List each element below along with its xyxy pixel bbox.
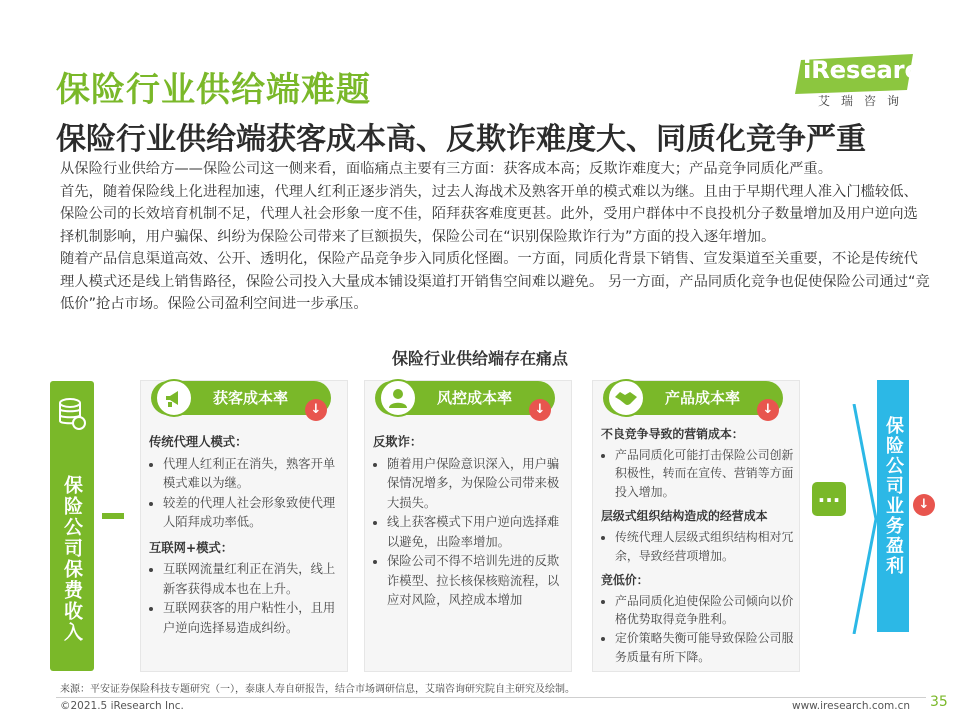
group-heading: 层级式组织结构造成的经营成本 <box>601 509 768 524</box>
list-item: • 随着用户保险意识深入，用户骗保情况增多，为保险公司带来极大损失。 <box>387 455 565 514</box>
page-subtitle: 保险行业供给端获客成本高、反欺诈难度大、同质化竞争严重 <box>56 122 866 157</box>
chevron-right-icon <box>852 404 878 634</box>
page-number: 35 <box>930 694 948 710</box>
copyright: ©2021.5 iResearch Inc. <box>60 700 184 712</box>
card-header <box>375 381 555 415</box>
intro-text <box>60 158 932 316</box>
list-item: • 互联网流量红利正在消失，线上新客获得成本也在上升。 <box>163 560 341 599</box>
database-icon <box>58 397 86 431</box>
connector-dash <box>102 513 124 519</box>
down-arrow-icon: ↓ <box>757 399 779 421</box>
list-item: • 较差的代理人社会形象致使代理人陌拜成功率低。 <box>163 494 341 533</box>
card-title: 获客成本率 <box>213 389 289 407</box>
group-heading: 竞低价： <box>601 573 649 588</box>
list-item: • 代理人红利正在消失，熟客开单模式难以为继。 <box>163 455 341 494</box>
list-item: • 传统代理人层级式组织结构相对冗余，导致经营项增加。 <box>615 528 795 565</box>
list-item: • 保险公司不得不培训先进的反欺诈模型、拉长核保核赔流程，以应对风险，风控成本增加 <box>387 552 565 611</box>
source-note: 来源：平安证券保险科技专题研究（一），泰康人寿自研报告，结合市场调研信息，艾瑞咨询研究院自主研究及绘制。 <box>60 684 575 695</box>
premium-income-box <box>50 381 94 671</box>
card-body <box>149 427 341 644</box>
logo-text: iResearch <box>803 56 936 84</box>
card-header <box>603 381 783 415</box>
intro-paragraph-2: 首先，随着保险线上化进程加速，代理人红利正逐步消失，过去人海战术及熟客开单的模式难以为继。且由于早期代理人准入门槛较低、保险公司的长效培育机制不足，代理人社会形象一度不佳，陌拜获客难度更甚。此外，受用户群体中不良投机分子数量增加及用户逆向选择机制影响，用户骗保、纠纷为保险公司带来了巨额损失，保险公司在“识别保险欺诈行为”方面的投入逐年增加。 <box>60 183 918 245</box>
ellipsis-box: ... <box>812 482 846 516</box>
left-label: 保险公司保费收入 <box>61 475 83 643</box>
business-profit-box <box>877 380 909 632</box>
down-arrow-icon: ↓ <box>529 399 551 421</box>
card-risk-control-cost <box>364 380 572 672</box>
logo-subtitle: 艾瑞咨询 <box>818 94 911 108</box>
group-heading: 传统代理人模式： <box>149 435 248 449</box>
list-item: • 产品同质化迫使保险公司倾向以价格优势取得竞争胜利。 <box>615 592 795 629</box>
megaphone-icon <box>155 379 193 417</box>
card-header <box>151 381 331 415</box>
card-title: 风控成本率 <box>437 389 513 407</box>
page-title: 保险行业供给端难题 <box>56 70 371 110</box>
diagram-title: 保险行业供给端存在痛点 <box>391 349 568 368</box>
group-heading: 反欺诈： <box>373 435 423 449</box>
card-body <box>601 419 795 672</box>
card-body <box>373 427 565 617</box>
footer-divider <box>56 697 926 698</box>
card-product-cost <box>592 380 800 672</box>
user-icon <box>379 379 417 417</box>
website: www.iresearch.com.cn <box>792 700 911 712</box>
list-item: • 线上获客模式下用户逆向选择难以避免，出险率增加。 <box>387 513 565 552</box>
intro-paragraph-3: 随着产品信息渠道高效、公开、透明化，保险产品竞争步入同质化怪圈。一方面，同质化背景下销售、宣发渠道至关重要，不论是传统代理人模式还是线上销售路径，保险公司投入大量成本铺设渠道打开销售空间难以避免。 另一方面，产品同质化竞争也促使保险公司通过“竞低价”抢占市场。保险公司盈利空间进一步承压。 <box>60 251 930 312</box>
intro-paragraph-1: 从保险行业供给方——保险公司这一侧来看，面临痛点主要有三方面：获客成本高；反欺诈难度大；产品竞争同质化严重。 <box>60 161 833 177</box>
handshake-icon <box>607 379 645 417</box>
right-label: 保险公司业务盈利 <box>883 416 904 576</box>
down-arrow-icon: ↓ <box>913 494 935 516</box>
group-heading: 互联网+模式： <box>149 540 234 555</box>
list-item: • 定价策略失衡可能导致保险公司服务质量有所下降。 <box>615 629 795 666</box>
list-item: • 互联网获客的用户粘性小，且用户逆向选择易造成纠纷。 <box>163 599 341 638</box>
list-item: • 产品同质化可能打击保险公司创新积极性，转而在宣传、营销等方面投入增加。 <box>615 446 795 502</box>
down-arrow-icon: ↓ <box>305 399 327 421</box>
group-heading: 不良竞争导致的营销成本： <box>601 427 744 441</box>
card-title: 产品成本率 <box>665 389 741 407</box>
card-acquisition-cost <box>140 380 348 672</box>
